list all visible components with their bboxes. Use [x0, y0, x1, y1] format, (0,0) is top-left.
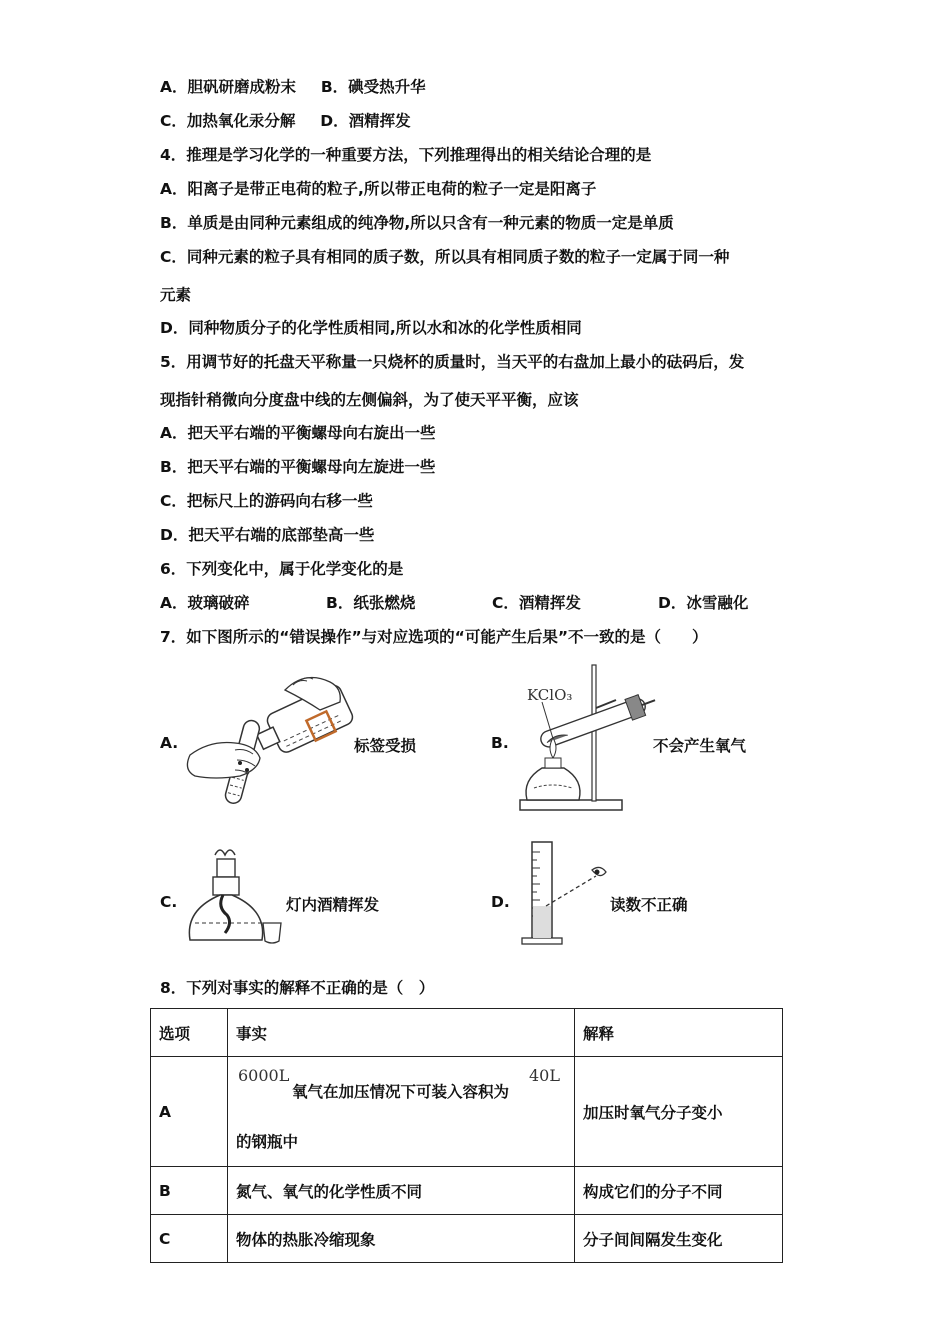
header-option: 选项	[151, 1009, 228, 1057]
row-a-fact-end: 的钢瓶中	[236, 1132, 299, 1151]
alcohol-lamp-illustration	[185, 845, 285, 950]
q6-option-b: B．纸张燃烧	[326, 594, 416, 612]
row-b-fact: 氮气、氧气的化学性质不同	[228, 1167, 575, 1215]
q8-stem: 8．下列对事实的解释不正确的是（ ）	[160, 979, 435, 997]
q6-options	[160, 592, 748, 614]
q3-options-row2	[160, 110, 411, 132]
row-a-option: A	[151, 1057, 228, 1167]
facts-table	[150, 1008, 783, 1263]
q3-options-row1	[160, 76, 426, 98]
q6-option-d: D．冰雪融化	[658, 594, 749, 612]
q3-option-a: A．胆矾研磨成粉末	[160, 78, 296, 96]
q5-option-b: B．把天平右端的平衡螺母向左旋进一些	[160, 458, 436, 476]
q7-figure-c-label: C.	[160, 893, 178, 911]
table-row	[151, 1215, 783, 1263]
table-header-row	[151, 1009, 783, 1057]
q6-stem: 6．下列变化中，属于化学变化的是	[160, 560, 404, 578]
row-c-fact: 物体的热胀冷缩现象	[228, 1215, 575, 1263]
header-fact: 事实	[228, 1009, 575, 1057]
q4-option-c-line1: C．同种元素的粒子具有相同的质子数，所以具有相同质子数的粒子一定属于同一种	[160, 248, 730, 266]
q6-option-a: A．玻璃破碎	[160, 594, 250, 612]
q5-option-d: D．把天平右端的底部垫高一些	[160, 526, 375, 544]
q3-option-d: D．酒精挥发	[320, 112, 411, 130]
row-c-option: C	[151, 1215, 228, 1263]
q3-option-b: B．碘受热升华	[320, 78, 426, 96]
q5-stem-line2: 现指针稍微向分度盘中线的左侧偏斜，为了使天平平衡，应该	[160, 391, 579, 409]
header-explanation: 解释	[575, 1009, 783, 1057]
q4-option-d: D．同种物质分子的化学性质相同,所以水和冰的化学性质相同	[160, 319, 582, 337]
row-a-fact	[228, 1057, 575, 1167]
q7-figure-a-label: A.	[160, 734, 179, 752]
row-a-fact-middle: 氧气在加压情况下可装入容积为	[292, 1082, 510, 1101]
measuring-cylinder-illustration	[518, 840, 610, 948]
q4-option-a: A．阳离子是带正电荷的粒子,所以带正电荷的粒子一定是阳离子	[160, 180, 597, 198]
q4-option-b: B．单质是由同种元素组成的纯净物,所以只含有一种元素的物质一定是单质	[160, 214, 674, 232]
row-c-explanation: 分子间间隔发生变化	[575, 1215, 783, 1263]
row-a-volume-2: 40L	[529, 1065, 560, 1085]
heating-apparatus-illustration	[512, 660, 662, 820]
q5-option-a: A．把天平右端的平衡螺母向右旋出一些	[160, 424, 436, 442]
q6-option-c: C．酒精挥发	[492, 594, 581, 612]
q4-option-c-line2: 元素	[160, 286, 192, 304]
pouring-liquid-illustration	[185, 660, 360, 815]
kclo3-label: KClO₃	[527, 686, 573, 704]
row-b-explanation: 构成它们的分子不同	[575, 1167, 783, 1215]
q7-figure-b-caption: 不会产生氧气	[653, 737, 747, 755]
q3-option-c: C．加热氧化汞分解	[160, 112, 296, 130]
q5-stem-line1: 5．用调节好的托盘天平称量一只烧杯的质量时，当天平的右盘加上最小的砝码后，发	[160, 353, 745, 371]
q7-figure-d-caption: 读数不正确	[610, 896, 688, 914]
row-a-explanation: 加压时氧气分子变小	[575, 1057, 783, 1167]
row-a-volume-1: 6000L	[238, 1065, 290, 1085]
table-row	[151, 1167, 783, 1215]
row-b-option: B	[151, 1167, 228, 1215]
q7-figure-c-caption: 灯内酒精挥发	[286, 896, 380, 914]
q7-figure-b-label: B.	[491, 734, 509, 752]
q7-stem: 7．如下图所示的“错误操作”与对应选项的“可能产生后果”不一致的是（ ）	[160, 628, 708, 646]
table-row	[151, 1057, 783, 1167]
q7-figure-a-caption: 标签受损	[354, 737, 417, 755]
q5-option-c: C．把标尺上的游码向右移一些	[160, 492, 373, 510]
q4-stem: 4．推理是学习化学的一种重要方法，下列推理得出的相关结论合理的是	[160, 146, 652, 164]
q7-figure-d-label: D.	[491, 893, 510, 911]
